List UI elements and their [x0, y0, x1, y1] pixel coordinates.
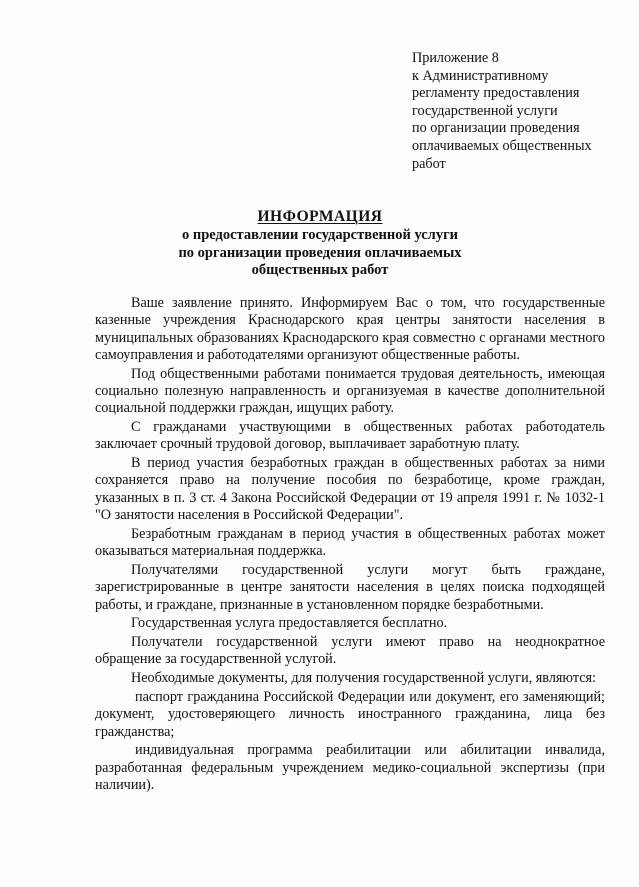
paragraph: Необходимые документы, для получения государственной услуги, являются:	[131, 670, 596, 687]
appendix-line: работ	[412, 155, 446, 172]
paragraph: Получатели государственной услуги имеют право на неоднократное обращение за государственной услугой.	[95, 634, 605, 668]
appendix-line: государственной услуги	[412, 102, 558, 119]
appendix-line: оплачиваемых общественных	[412, 137, 592, 154]
paragraph: Под общественными работами понимается трудовая деятельность, имеющая социально полезную направленность и организуемая в качестве дополнительной социальной поддержки граждан, ищущих работу.	[95, 365, 605, 417]
paragraph: Ваше заявление принято. Информируем Вас о том, что государственные казенные учреждения Краснодарского края центры занятости населения в муниципальных образованиях Краснодарского края совместно с органами местного самоуправления и работодателями организуют общественные работы.	[95, 295, 605, 363]
title-main: ИНФОРМАЦИЯ	[257, 208, 383, 225]
appendix-header	[412, 50, 622, 173]
document-title	[60, 207, 580, 280]
title-sub-line: общественных работ	[251, 262, 389, 278]
appendix-line: по организации проведения	[412, 120, 580, 137]
document-list-item: индивидуальная программа реабилитации или абилитации инвалида, разработанная федеральным учреждением медико-социальной экспертизы (при наличии).	[95, 742, 605, 794]
document-list-item: паспорт гражданина Российской Федерации или документ, его заменяющий; документ, удостоверяющего личность иностранного гражданина, лица без гражданства;	[95, 689, 605, 740]
appendix-line: к Административному	[412, 67, 549, 84]
title-sub-line: о предоставлении государственной услуги	[181, 227, 459, 243]
paragraph: Получателями государственной услуги могут быть граждане, зарегистрированные в центре занятости населения в целях поиска подходящей работы, и граждане, признанные в установленном порядке безработными.	[95, 561, 605, 613]
title-sub-line: по организации проведения оплачиваемых	[178, 244, 462, 261]
appendix-line: Приложение 8	[412, 50, 499, 66]
paragraph: С гражданами участвующими в общественных работах работодатель заключает срочный трудовой договор, выплачивает заработную плату.	[95, 419, 605, 453]
paragraph: Безработным гражданам в период участия в общественных работах может оказываться материальная поддержка.	[95, 525, 605, 560]
paragraph: В период участия безработных граждан в общественных работах за ними сохраняется право на получение пособия по безработице, кроме граждан, указанных в п. 3 ст. 4 Закона Российской Федерации от 19 апреля 1991 г. № 1032-1 "О занятости населения в Российской Федерации".	[95, 455, 605, 524]
paragraph: Государственная услуга предоставляется бесплатно.	[131, 615, 448, 632]
appendix-line: регламенту предоставления	[412, 85, 580, 102]
document-body	[95, 295, 605, 796]
